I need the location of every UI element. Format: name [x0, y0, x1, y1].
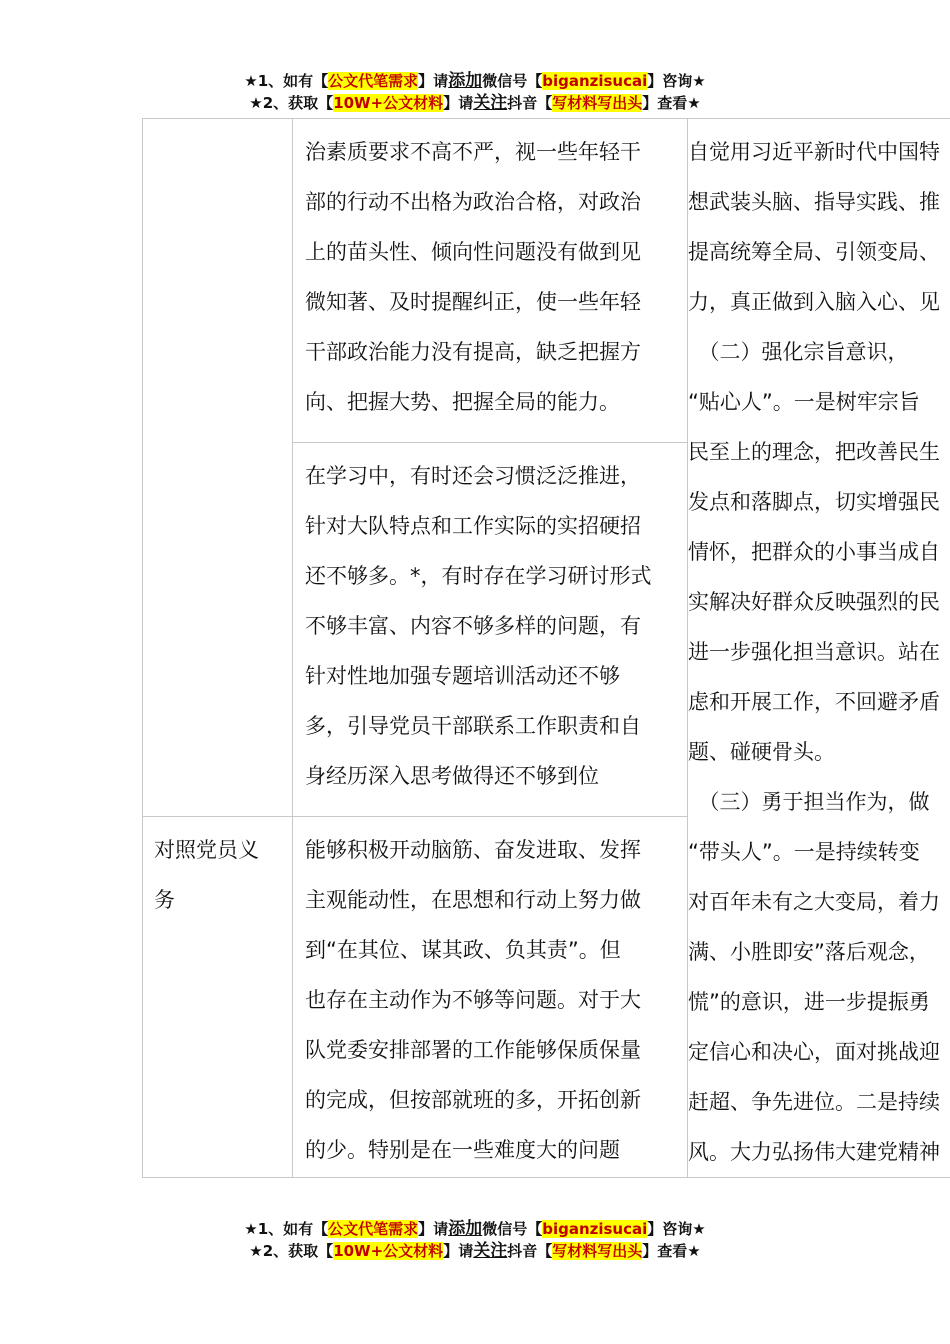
banner-wechat-id: biganzisucai: [542, 72, 648, 90]
banner-line-1: [0, 70, 950, 92]
table-divider: [292, 119, 293, 1177]
banner-text: 】请: [418, 72, 449, 90]
banner-text: ★2、获取【: [249, 1242, 334, 1260]
banner-douyin-account: 写材料写出头: [552, 94, 643, 112]
banner-underlined: 添加: [448, 71, 483, 91]
banner-text: 】查看★: [642, 1242, 701, 1260]
banner-douyin-account: 写材料写出头: [552, 1242, 643, 1260]
table-divider: [143, 816, 687, 817]
header-banner: [0, 70, 950, 114]
banner-text: 】请: [443, 94, 474, 112]
banner-highlight: 10W+公文材料: [333, 1242, 444, 1260]
banner-text: 】查看★: [642, 94, 701, 112]
table-cell-category-label: 对照党员义 务: [154, 838, 259, 912]
table-divider: [292, 442, 687, 443]
measures-text: 自觉用习近平新时代中国特 想武装头脑、指导实践、推 提高统筹全局、引领变局、 力，真正做到入脑入心、见 （二）强化宗旨意识， “贴心人”。一是树牢宗旨 民至上的理念，把改善民生 发点和落脚点，切实增强民 情怀，把群众的小事当成自 实解决好群众反映强烈的民 进一步强化担当意识。站在 虑和开展工作，不回避矛盾 题、碰硬骨头。 （三）勇于担当作为，做 “带头人”。一是持续转变 对百年未有之大变局，着力 满、小胜即安”落后观念， 慌”的意识，进一步提振勇 定信心和决心，面对挑战迎 赶超、争先进位。二是持续 风。大力弘扬伟大建党精神: [688, 140, 940, 1164]
table-cell-problem-a: 治素质要求不高不严，视一些年轻干 部的行动不出格为政治合格，对政治 上的苗头性、倾向性问题没有做到见 微知著、及时提醒纠正，使一些年轻 干部政治能力没有提高，缺乏把握方 向、把握大势、把握全局的能力。: [305, 140, 641, 414]
banner-line-2: [0, 92, 950, 114]
table-cell-problem-b: 在学习中，有时还会习惯泛泛推进， 针对大队特点和工作实际的实招硬招 还不够多。*，有时存在学习研讨形式 不够丰富、内容不够多样的问题，有 针对性地加强专题培训活动还不够 多，引导党员干部联系工作职责和自 身经历深入思考做得还不够到位: [305, 464, 652, 788]
measures-column: [688, 118, 950, 1178]
banner-text: 抖音【: [507, 94, 553, 112]
banner-wechat-id: biganzisucai: [542, 1220, 648, 1238]
banner-text: 】咨询★: [647, 72, 706, 90]
banner-text: ★1、如有【: [244, 1220, 329, 1238]
banner-highlight: 公文代笔需求: [328, 1220, 419, 1238]
banner-underlined: 关注: [473, 1241, 508, 1261]
banner-text: 微信号【: [482, 1220, 543, 1238]
banner-text: 抖音【: [507, 1242, 553, 1260]
footer-banner: [0, 1218, 950, 1262]
banner-underlined: 关注: [473, 93, 508, 113]
banner-underlined: 添加: [448, 1219, 483, 1239]
banner-text: 】请: [418, 1220, 449, 1238]
banner-text: ★1、如有【: [244, 72, 329, 90]
banner-text: 微信号【: [482, 72, 543, 90]
banner-highlight: 10W+公文材料: [333, 94, 444, 112]
banner-highlight: 公文代笔需求: [328, 72, 419, 90]
banner-text: 】请: [443, 1242, 474, 1260]
banner-text: 】咨询★: [647, 1220, 706, 1238]
banner-text: ★2、获取【: [249, 94, 334, 112]
banner-line-1: [0, 1218, 950, 1240]
table-cell-problem-c: 能够积极开动脑筋、奋发进取、发挥 主观能动性，在思想和行动上努力做 到“在其位、谋其政、负其责”。但 也存在主动作为不够等问题。对于大 队党委安排部署的工作能够保质保量 的完成，但按部就班的多，开拓创新 的少。特别是在一些难度大的问题: [305, 838, 641, 1162]
document-table: [142, 118, 688, 1178]
banner-line-2: [0, 1240, 950, 1262]
